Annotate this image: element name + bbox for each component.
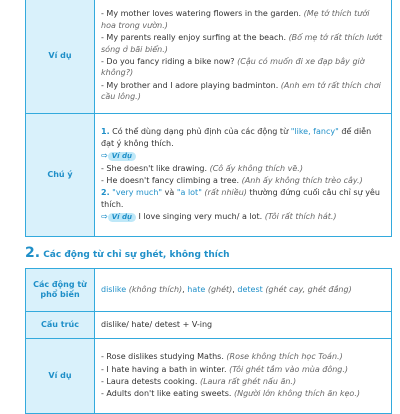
row-label: Ví dụ [26, 339, 95, 414]
table-row [26, 269, 392, 312]
list-item: - Do you fancy riding a bike now? (Cậu có muốn đi xe đạp bây giờ không?) [101, 57, 365, 78]
example-pill: Ví dụ [108, 213, 136, 222]
section-heading: Các động từ chỉ sự ghét, không thích [43, 250, 230, 260]
structure-text: dislike/ hate/ detest + V-ing [95, 312, 392, 339]
section-title [25, 245, 230, 261]
table-row [26, 312, 392, 339]
row-label: Ví dụ [26, 0, 95, 114]
arrow-icon: ⇨ [101, 212, 108, 222]
list-item: - My brother and I adore playing badminton. (Anh em tớ rất thích chơi cầu lông.) [101, 80, 381, 102]
list-item: - Laura detests cooking. (Laura rất ghét nấu ăn.) [101, 377, 297, 386]
list-item: - She doesn't like drawing. (Cô ấy không thích vẽ.) [101, 163, 303, 173]
note-2: 2. "very much" và "a lot" (rất nhiều) thường đứng cuối câu chỉ sự yêu thích. [101, 188, 380, 209]
note-content [95, 114, 392, 237]
list-item: - My mother loves watering flowers in the garden. (Mẹ tớ thích tưới hoa trong vườn.) [101, 9, 370, 30]
list-item: - Adults don't like eating sweets. (Người lớn không thích ăn kẹo.) [101, 389, 360, 399]
example-list [95, 339, 392, 414]
verbs-dislike-table [25, 268, 392, 414]
row-label: Cấu trúc [26, 312, 95, 339]
note-1: 1. Có thể dùng dạng phủ định của các động từ "like, fancy" để diễn đạt ý không thích. [101, 127, 372, 148]
example-header [101, 150, 385, 161]
table-row [26, 0, 392, 114]
list-item: - Rose dislikes studying Maths. (Rose không thích học Toán.) [101, 352, 343, 362]
list-item: - He doesn't fancy climbing a tree. (Anh ấy không thích trèo cây.) [101, 176, 363, 185]
arrow-icon: ⇨ [101, 151, 108, 161]
example-pill: Ví dụ [108, 152, 136, 161]
row-label: Chú ý [26, 114, 95, 237]
table-row [26, 339, 392, 414]
example-list [95, 0, 392, 114]
list-item: - I hate having a bath in winter. (Tôi ghét tắm vào mùa đông.) [101, 364, 349, 374]
section-number: 2. [25, 245, 41, 261]
table-row [26, 114, 392, 237]
verbs-like-table [25, 0, 392, 237]
row-label: Các động từ phổ biến [26, 269, 95, 312]
list-item: - My parents really enjoy surfing at the beach. (Bố mẹ tớ rất thích lướt sóng ở bãi biển.) [101, 33, 383, 54]
list-item: ⇨ Ví dụ I love singing very much/ a lot. (Tôi rất thích hát.) [101, 212, 337, 222]
verb-list: dislike (không thích), hate (ghét), detest (ghét cay, ghét đắng) [95, 269, 392, 312]
